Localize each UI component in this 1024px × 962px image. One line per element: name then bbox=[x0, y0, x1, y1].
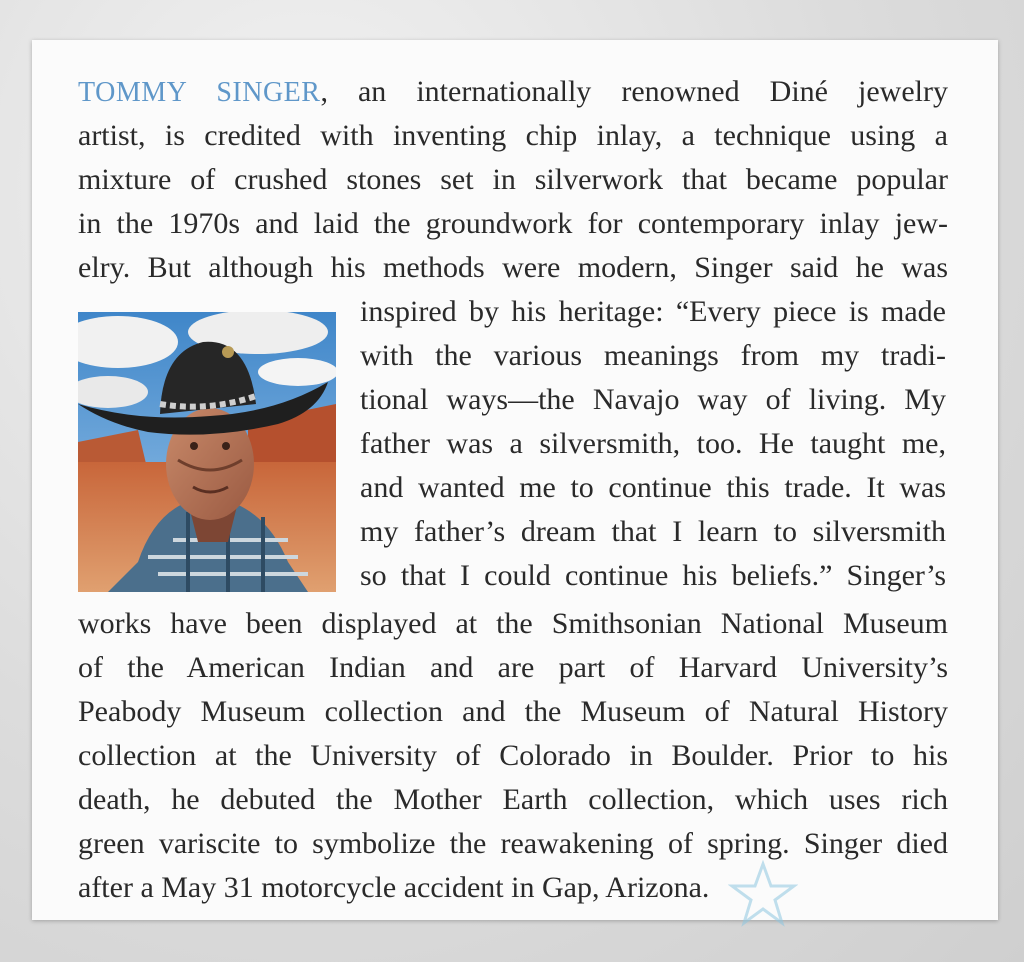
text-line: tional ways—the Navajo way of living. My bbox=[360, 383, 946, 416]
text-line: artist, is credited with inventing chip inlay, a technique using a bbox=[78, 119, 948, 152]
text-line: inspired by his heritage: “Every piece is made bbox=[360, 295, 946, 328]
article-card bbox=[32, 40, 998, 920]
text-line: after a May 31 motorcycle accident in Gap, Arizona. bbox=[78, 871, 710, 904]
text-line: father was a silversmith, too. He taught me, bbox=[360, 427, 946, 460]
text-line: with the various meanings from my tradi- bbox=[360, 339, 946, 372]
text-line: TOMMY SINGER, an internationally renowned Diné jewelry bbox=[78, 75, 948, 108]
text-line: death, he debuted the Mother Earth collection, which uses rich bbox=[78, 783, 948, 816]
text-line: Peabody Museum collection and the Museum of Natural History bbox=[78, 695, 948, 728]
text-line: of the American Indian and are part of Harvard University’s bbox=[78, 651, 948, 684]
text-line: so that I could continue his beliefs.” Singer’s bbox=[360, 559, 946, 592]
text-line: my father’s dream that I learn to silversmith bbox=[360, 515, 946, 548]
text-line: in the 1970s and laid the groundwork for contemporary inlay jew- bbox=[78, 207, 948, 240]
artist-name: TOMMY SINGER bbox=[78, 77, 321, 108]
text-line: green variscite to symbolize the reawakening of spring. Singer died bbox=[78, 827, 948, 860]
text-line: and wanted me to continue this trade. It was bbox=[360, 471, 946, 504]
text-line: mixture of crushed stones set in silverwork that became popular bbox=[78, 163, 948, 196]
portrait-photo bbox=[78, 312, 336, 592]
star-stamp-icon bbox=[728, 860, 798, 930]
text-line: elry. But although his methods were modern, Singer said he was bbox=[78, 251, 948, 284]
text-line: collection at the University of Colorado in Boulder. Prior to his bbox=[78, 739, 948, 772]
text-line: works have been displayed at the Smithsonian National Museum bbox=[78, 607, 948, 640]
